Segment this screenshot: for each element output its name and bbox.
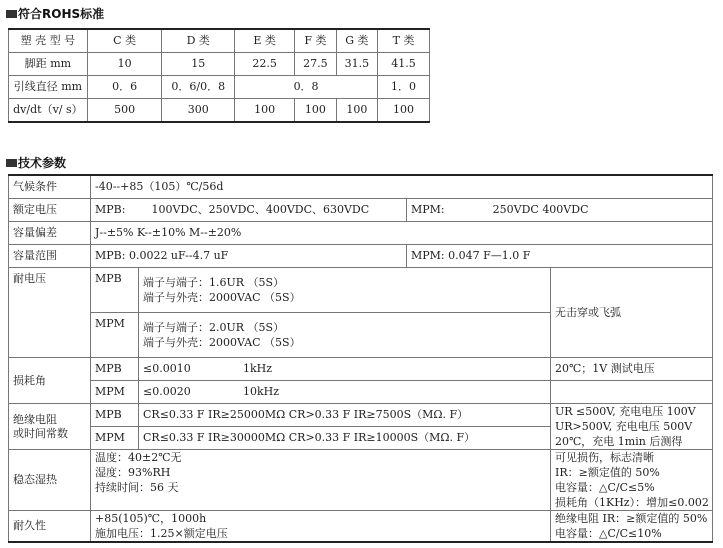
humidity-note-line: 电容量：△C/C≤5% (555, 481, 655, 494)
table-cell: MPM: 0.047 F—1.0 F (407, 245, 713, 268)
table-cell: 10 (87, 53, 162, 76)
table-cell: T 类 (378, 29, 430, 53)
table-row (9, 99, 430, 123)
tech-params-table (8, 174, 713, 543)
loss-value: ≤0.0010 (143, 362, 191, 375)
case-spec-table (8, 28, 430, 123)
table-cell: 31.5 (336, 53, 377, 76)
table-cell: -40--+85（105）℃/56d (91, 175, 713, 199)
table-cell (91, 199, 407, 222)
row-label: 耐电压 (9, 268, 91, 358)
table-cell: 41.5 (378, 53, 430, 76)
table-cell: J--±5% K--±10% M--±20% (91, 222, 713, 245)
table-cell (139, 381, 551, 404)
table-row-tolerance (9, 222, 713, 245)
table-cell: E 类 (235, 29, 295, 53)
table-cell (91, 450, 551, 511)
table-cell: G 类 (336, 29, 377, 53)
section-rohs-header (6, 5, 104, 22)
row-label: 耐久性 (9, 511, 91, 543)
table-cell: D 类 (162, 29, 235, 53)
table-cell: 0．6/0．8 (162, 76, 235, 99)
table-row (9, 53, 430, 76)
insulation-label-line: 绝缘电阻 (13, 412, 57, 426)
square-bullet-icon (6, 159, 17, 167)
humidity-line: 温度：40±2℃无 (95, 451, 182, 464)
model-label: MPM (91, 313, 139, 358)
table-row (9, 76, 430, 99)
humidity-note-line: 可见损伤，标志清晰 (555, 451, 654, 464)
model-label: MPB (91, 358, 139, 381)
table-cell: 300 (162, 99, 235, 123)
table-cell: 0．8 (235, 76, 378, 99)
table-cell: 100 (378, 99, 430, 123)
table-cell: MPB: 0.0022 uF--4.7 uF (91, 245, 407, 268)
durability-line: 施加电压：1.25×额定电压 (95, 527, 228, 540)
loss-value: ≤0.0020 (143, 385, 191, 398)
table-cell (139, 358, 551, 381)
withstand-line: 端子与外壳：2000VAC （5S） (143, 336, 301, 349)
mpm-voltages: 250VDC 400VDC (492, 203, 589, 216)
durability-line: +85(105)℃，1000h (95, 512, 207, 525)
table-row-insulation-mpb (9, 404, 713, 427)
row-label: 稳态湿热 (9, 450, 91, 511)
table-cell (139, 268, 551, 313)
table-row-durability (9, 511, 713, 543)
section-rohs-title: 符合ROHS标准 (18, 7, 105, 21)
humidity-line: 湿度：93%RH (95, 466, 171, 479)
mpb-voltages: 100VDC、250VDC、400VDC、630VDC (151, 203, 370, 216)
table-cell (551, 381, 713, 404)
model-label: MPM (91, 381, 139, 404)
table-cell: 100 (336, 99, 377, 123)
table-row-range (9, 245, 713, 268)
insulation-note-line: UR>500V, 充电电压 500V (555, 420, 693, 433)
table-cell (91, 511, 551, 543)
table-row-climate (9, 175, 713, 199)
table-cell: 15 (162, 53, 235, 76)
row-label: 额定电压 (9, 199, 91, 222)
humidity-note-line: IR：≥额定值的 50% (555, 466, 660, 479)
table-cell: 引线直径 mm (9, 76, 88, 99)
insulation-label-line: 或时间常数 (13, 426, 68, 440)
model-label: MPM (91, 427, 139, 450)
section-tech-title: 技术参数 (18, 156, 67, 170)
section-tech-header (6, 154, 66, 171)
table-row-humidity (9, 450, 713, 511)
row-label (9, 404, 91, 450)
table-cell: 100 (235, 99, 295, 123)
durability-note-line: 电容量：△C/C≤10% (555, 527, 662, 540)
table-cell (551, 511, 713, 543)
table-cell: 100 (295, 99, 336, 123)
withstand-line: 端子与端子：2.0UR （5S） (143, 321, 285, 334)
insulation-note-line: 20℃，充电 1min 后测得 (555, 435, 683, 448)
table-row-loss-mpm (9, 381, 713, 404)
table-cell: CR≤0.33 F IR≥30000MΩ CR>0.33 F IR≥10000S（MΩ. F） (139, 427, 551, 450)
table-cell: F 类 (295, 29, 336, 53)
table-cell: 22.5 (235, 53, 295, 76)
table-cell: 0．6 (87, 76, 162, 99)
withstand-line: 端子与端子：1.6UR （5S） (143, 276, 285, 289)
table-row-voltage (9, 199, 713, 222)
loss-frequency: 10kHz (243, 385, 280, 398)
table-cell (551, 450, 713, 511)
table-cell: 塑 壳 型 号 (9, 29, 88, 53)
row-label: 容量范围 (9, 245, 91, 268)
insulation-note-line: UR ≤500V, 充电电压 100V (555, 405, 696, 418)
humidity-note-line: 损耗角（1KHz）：增加≤0.002 (555, 496, 709, 509)
table-cell: 500 (87, 99, 162, 123)
square-bullet-icon (6, 10, 17, 18)
mpm-label: MPM: (411, 203, 445, 216)
row-label: 损耗角 (9, 358, 91, 404)
table-row-loss-mpb (9, 358, 713, 381)
row-label: 气候条件 (9, 175, 91, 199)
row-label: 容量偏差 (9, 222, 91, 245)
table-cell: 1．0 (378, 76, 430, 99)
table-row-withstand-mpb (9, 268, 713, 313)
table-cell (551, 404, 713, 450)
mpb-label: MPB: (95, 203, 126, 216)
table-cell (139, 313, 551, 358)
table-cell: C 类 (87, 29, 162, 53)
table-cell: 无击穿或飞弧 (551, 268, 713, 358)
withstand-line: 端子与外壳：2000VAC （5S） (143, 291, 301, 304)
durability-note-line: 绝缘电阻 IR：≥额定值的 50% (555, 512, 708, 525)
table-header-row (9, 29, 430, 53)
table-cell (407, 199, 713, 222)
model-label: MPB (91, 404, 139, 427)
table-cell: 20℃；1V 测试电压 (551, 358, 713, 381)
model-label: MPB (91, 268, 139, 313)
loss-frequency: 1kHz (243, 362, 273, 375)
humidity-line: 持续时间：56 天 (95, 481, 179, 494)
table-cell: 27.5 (295, 53, 336, 76)
table-cell: 脚距 mm (9, 53, 88, 76)
table-cell: CR≤0.33 F IR≥25000MΩ CR>0.33 F IR≥7500S（MΩ. F） (139, 404, 551, 427)
table-cell: dv/dt（v/ s） (9, 99, 88, 123)
